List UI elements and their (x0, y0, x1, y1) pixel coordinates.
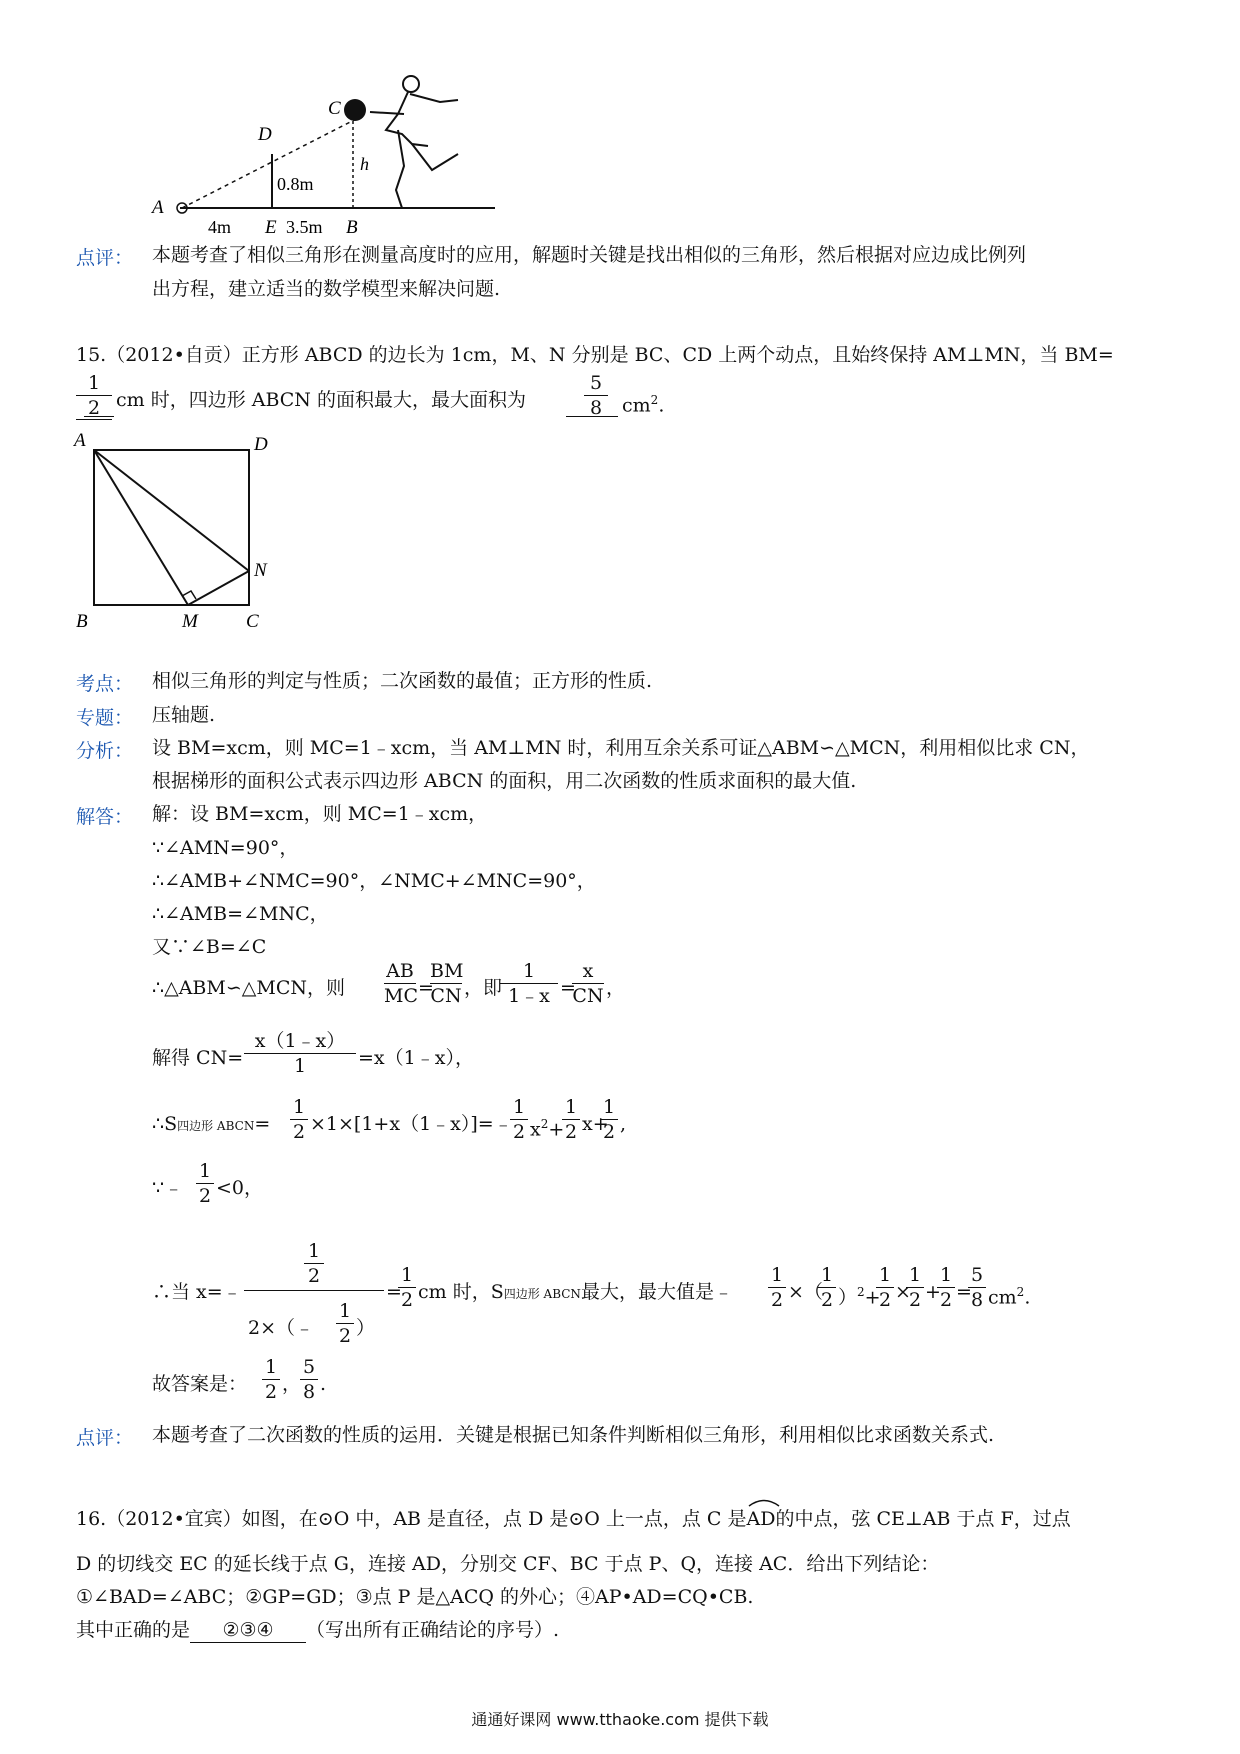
step6-fraction-ab-mc: AB MC (384, 960, 418, 1007)
step9-post: <0， (216, 1177, 264, 1199)
step6-fraction-bm-cn: BM CN (430, 960, 464, 1007)
label-a: A (152, 197, 164, 218)
step11-end: . (320, 1373, 327, 1395)
q15-line1: 15.（2012•自贡）正方形 ABCD 的边长为 1cm，M、N 分别是 BC、CD 上两个动点，且始终保持 AM⊥MN，当 BM= (76, 344, 1114, 366)
figure-shadow-height (140, 70, 520, 238)
label-d: D (258, 124, 272, 145)
fenxi-line1: 设 BM=xcm，则 MC=1﹣xcm，当 AM⊥MN 时，利用互余关系可证△ABM∽△MCN，利用相似比求 CN， (152, 737, 1090, 759)
label-h: h (360, 154, 369, 174)
step10-square: ）$^2$+ (838, 1285, 881, 1309)
label-n: N (254, 560, 267, 581)
step10-mid: cm 时，S四边形 ABCN最大，最大值是﹣ (418, 1281, 733, 1303)
step7-fraction: x（1﹣x） 1 (244, 1030, 356, 1077)
step6-equals: = (418, 977, 434, 999)
q15-answer2-fraction (584, 372, 608, 419)
step8-x1: x+ (582, 1113, 609, 1135)
step10-denominator-pre: 2×（﹣ (248, 1317, 315, 1339)
q16-line3: ①∠BAD=∠ABC；②GP=GD；③点 P 是△ACQ 的外心；④AP•AD=CQ•CB. (76, 1586, 754, 1608)
review14-line2: 出方程，建立适当的数学模型来解决问题. (152, 278, 501, 300)
q16-line4: 其中正确的是 ②③④ （写出所有正确结论的序号）. (76, 1619, 560, 1641)
solution-step4: ∴∠AMB=∠MNC， (152, 903, 329, 925)
jieda-label: 解答： (76, 806, 134, 828)
q16-line1: 16.（2012•宜宾）如图，在⊙O 中，AB 是直径，点 D 是⊙O 上一点，点 C 是 AD的中点，弦 CE⊥AB 于点 F，过点 (76, 1507, 1071, 1531)
step8-fraction1: 1 2 (290, 1096, 308, 1143)
step6-fraction-1-1mx: 1 1﹣x (500, 960, 558, 1007)
label-de-length: 0.8m (277, 174, 314, 194)
label-b: B (76, 611, 88, 632)
zhuanti-text: 压轴题. (152, 704, 216, 726)
zhuanti-label: 专题： (76, 707, 134, 729)
q15-answer1-fraction (76, 372, 112, 420)
q15-answer1-underline (84, 416, 114, 417)
step6-equals2: = (560, 977, 576, 999)
square-abcd (94, 450, 249, 605)
label-a: A (74, 430, 86, 451)
step8-fraction4: 1 2 (600, 1096, 618, 1143)
step10-fraction1: 1 2 (398, 1264, 416, 1311)
solution-step6-pre: ∴△ABM∽△MCN，则 (152, 977, 345, 999)
step10-main-fraction-bar (244, 1290, 384, 1291)
step6-mid: ，即 (464, 977, 503, 999)
step6-end: ， (606, 977, 626, 999)
label-eb-length: 3.5m (286, 217, 323, 237)
solution-step8-pre: ∴S四边形 ABCN= (152, 1113, 271, 1135)
step11-fraction2: 5 8 (300, 1356, 318, 1403)
label-c: C (328, 98, 341, 119)
segment-an (94, 450, 249, 571)
player-icon (370, 76, 458, 208)
step10-fraction2: 1 2 (768, 1264, 786, 1311)
step10-times: ×（ (788, 1281, 823, 1303)
solution-step2: ∵∠AMN=90°， (152, 837, 299, 859)
step6-fraction-x-cn: x CN (572, 960, 604, 1007)
step8-fraction3: 1 2 (562, 1096, 580, 1143)
step10-denominator-post: ） (356, 1317, 376, 1339)
frac-den: 2 (87, 397, 101, 419)
step8-mid: ×1×[1+x（1﹣x）]=﹣ (310, 1113, 513, 1135)
label-c: C (246, 611, 259, 632)
solution-step3: ∴∠AMB+∠NMC=90°，∠NMC+∠MNC=90°， (152, 870, 596, 892)
step10-inner-top-fraction: 1 2 (304, 1240, 324, 1287)
step7-post: =x（1﹣x）， (358, 1047, 474, 1069)
review15-label: 点评： (76, 1427, 134, 1449)
solution-step10-pre: ∴当 x=﹣ (152, 1281, 242, 1303)
step10-fraction7: 5 8 (968, 1264, 986, 1311)
label-e: E (265, 217, 277, 238)
step10-fraction4: 1 2 (876, 1264, 894, 1311)
fenxi-label: 分析： (76, 740, 134, 762)
review15-text: 本题考查了二次函数的性质的运用．关键是根据已知条件判断相似三角形，利用相似比求函数关系式. (152, 1424, 995, 1446)
label-d: D (254, 434, 268, 455)
page-footer: 通通好课网 www.tthaoke.com 提供下载 (471, 1710, 769, 1729)
label-m: M (182, 611, 198, 632)
solution-step9-pre: ∵﹣ (152, 1177, 184, 1199)
solution-step1: 解：设 BM=xcm，则 MC=1﹣xcm， (152, 803, 488, 825)
q15-line2-unit: $cm^2$. (622, 393, 665, 417)
step10-fraction3: 1 2 (818, 1264, 836, 1311)
fenxi-line2: 根据梯形的面积公式表示四边形 ABCN 的面积，用二次函数的性质求面积的最大值. (152, 770, 857, 792)
step11-comma: ， (282, 1373, 302, 1395)
label-b: B (346, 217, 358, 238)
step10-unit: $cm^2$. (988, 1285, 1031, 1309)
segment-am (94, 450, 188, 605)
segment-mn (188, 571, 249, 605)
kaodian-text: 相似三角形的判定与性质；二次函数的最值；正方形的性质. (152, 670, 653, 692)
step10-equals: = (386, 1281, 402, 1303)
solution-step5: 又∵∠B=∠C (152, 936, 267, 958)
figure-square-abcd (70, 432, 280, 632)
step10-fraction5: 1 2 (906, 1264, 924, 1311)
step10-times2: × (895, 1281, 911, 1303)
label-ae-length: 4m (208, 217, 232, 237)
arc-ad: AD (747, 1507, 776, 1531)
step8-fraction2: 1 2 (510, 1096, 528, 1143)
frac-num: 1 (87, 372, 101, 394)
step10-fraction6: 1 2 (937, 1264, 955, 1311)
kaodian-label: 考点： (76, 673, 134, 695)
step11-fraction1: 1 2 (262, 1356, 280, 1403)
frac-num: 5 (589, 372, 603, 394)
step10-eq2: = (956, 1281, 972, 1303)
solution-step7-pre: 解得 CN= (152, 1047, 244, 1069)
review14-label: 点评： (76, 247, 134, 269)
step10-denominator-fraction: 1 2 (336, 1300, 354, 1347)
ball-icon (344, 99, 366, 121)
solution-step11-pre: 故答案是： (152, 1373, 248, 1395)
q16-answer: ②③④ (190, 1618, 306, 1643)
step8-end: , (620, 1113, 627, 1135)
review14-line1: 本题考查了相似三角形在测量高度时的应用，解题时关键是找出相似的三角形，然后根据对应边成比例列 (152, 244, 1027, 266)
q15-line2-a: cm 时，四边形 ABCN 的面积最大，最大面积为 (116, 389, 526, 411)
step9-fraction: 1 2 (196, 1160, 214, 1207)
step10-plus2: + (925, 1281, 941, 1303)
step8-x2: $x^2+$ (530, 1117, 565, 1141)
q16-line2: D 的切线交 EC 的延长线于点 G，连接 AD，分别交 CF、BC 于点 P、Q，连接 AC．给出下列结论： (76, 1553, 940, 1575)
frac-den: 8 (589, 397, 603, 419)
